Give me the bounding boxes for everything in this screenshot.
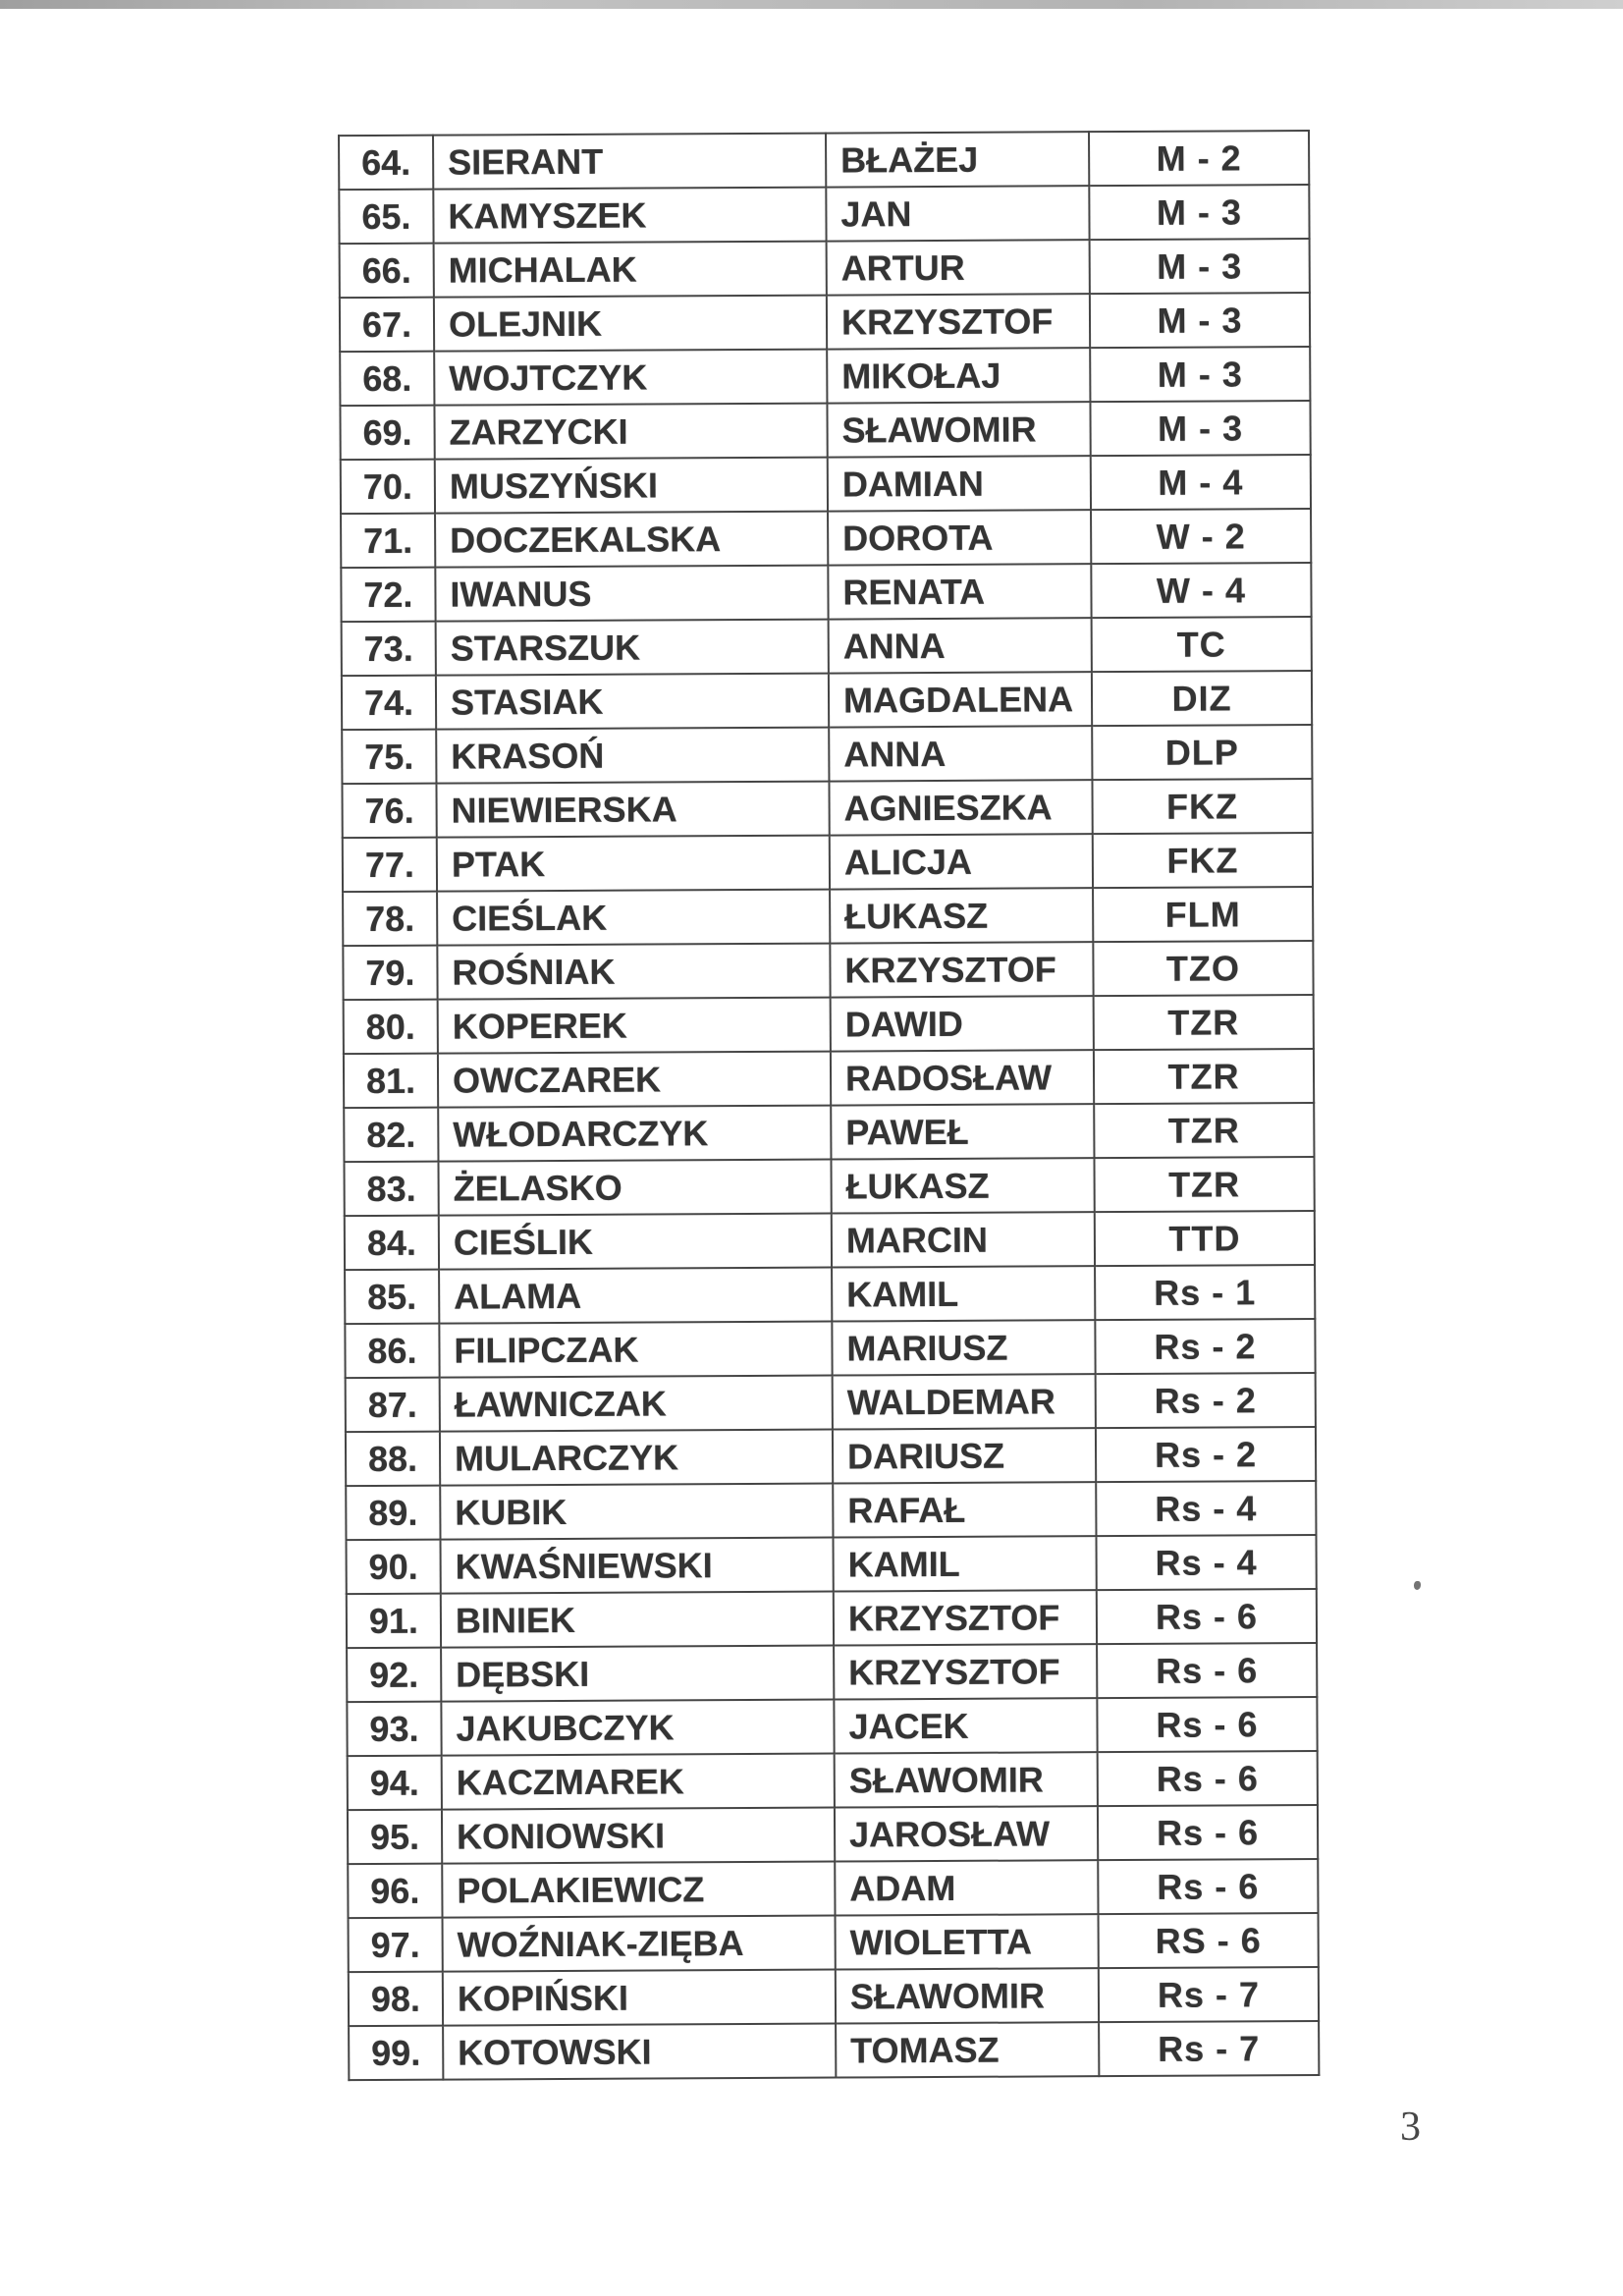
code-cell: Rs - 7 <box>1099 1967 1319 2022</box>
surname-cell: MICHALAK <box>434 242 827 298</box>
surname-cell: KAMYSZEK <box>433 188 826 244</box>
surname-cell: JAKUBCZYK <box>441 1700 834 1756</box>
surname-cell: KONIOWSKI <box>442 1808 835 1864</box>
surname-cell: CIEŚLIK <box>439 1214 832 1270</box>
code-cell: DIZ <box>1092 671 1312 726</box>
first-name-cell: WIOLETTA <box>836 1914 1099 1969</box>
row-number-cell: 98. <box>349 1972 443 2027</box>
row-number-cell: 82. <box>344 1108 438 1163</box>
row-number-cell: 65. <box>339 190 433 245</box>
first-name-cell: DARIUSZ <box>833 1428 1096 1483</box>
surname-cell: CIEŚLAK <box>437 890 830 946</box>
code-cell: RS - 6 <box>1099 1913 1319 1968</box>
surname-cell: KWAŚNIEWSKI <box>441 1538 834 1594</box>
row-number-cell: 72. <box>341 568 435 623</box>
code-cell: FKZ <box>1093 833 1313 888</box>
surname-cell: WŁODARCZYK <box>438 1106 831 1162</box>
first-name-cell: ŁUKASZ <box>831 1158 1094 1213</box>
row-number-cell: 64. <box>339 136 433 191</box>
row-number-cell: 78. <box>343 892 437 947</box>
table-row <box>339 185 1309 244</box>
code-cell: M - 3 <box>1090 293 1310 348</box>
first-name-cell: ALICJA <box>830 834 1093 889</box>
scan-artifact-dot <box>1414 1581 1421 1590</box>
table-row <box>339 131 1309 190</box>
table-row <box>348 1751 1318 1810</box>
row-number-cell: 79. <box>343 946 437 1001</box>
first-name-cell: KRZYSZTOF <box>834 1644 1097 1699</box>
table-row <box>342 671 1312 730</box>
first-name-cell: SŁAWOMIR <box>827 402 1090 457</box>
code-cell: Rs - 6 <box>1097 1589 1317 1644</box>
table-row <box>340 401 1310 460</box>
table-row <box>349 2021 1319 2080</box>
table-row <box>341 509 1311 568</box>
code-cell: Rs - 4 <box>1096 1481 1316 1536</box>
first-name-cell: MIKOŁAJ <box>827 348 1090 403</box>
table-row <box>347 1697 1317 1756</box>
row-number-cell: 92. <box>347 1648 441 1703</box>
row-number-cell: 85. <box>345 1270 439 1325</box>
surname-cell: BINIEK <box>441 1592 834 1648</box>
table-row <box>343 887 1313 946</box>
code-cell: Rs - 4 <box>1096 1535 1316 1590</box>
row-number-cell: 95. <box>348 1810 442 1865</box>
code-cell: TZR <box>1094 1157 1314 1212</box>
first-name-cell: KAMIL <box>833 1536 1096 1591</box>
code-cell: FLM <box>1093 887 1313 942</box>
row-number-cell: 89. <box>346 1486 440 1541</box>
row-number-cell: 75. <box>342 730 436 785</box>
row-number-cell: 67. <box>340 298 434 353</box>
first-name-cell: KRZYSZTOF <box>830 942 1093 997</box>
first-name-cell: WALDEMAR <box>833 1374 1096 1429</box>
row-number-cell: 66. <box>340 244 434 299</box>
code-cell: M - 3 <box>1090 401 1310 456</box>
row-number-cell: 83. <box>344 1162 438 1217</box>
table-row <box>345 1211 1315 1270</box>
code-cell: Rs - 6 <box>1097 1697 1317 1752</box>
table-row <box>349 1913 1319 1972</box>
first-name-cell: MARCIN <box>832 1212 1095 1267</box>
surname-cell: STARSZUK <box>436 620 829 676</box>
code-cell: Rs - 7 <box>1099 2021 1319 2076</box>
surname-cell: WOJTCZYK <box>434 350 827 406</box>
first-name-cell: DAWID <box>831 996 1094 1051</box>
surname-cell: ROŚNIAK <box>437 944 830 1000</box>
table-row <box>343 833 1313 892</box>
row-number-cell: 84. <box>345 1216 439 1271</box>
surname-cell: WOŹNIAK-ZIĘBA <box>443 1916 836 1972</box>
surname-cell: IWANUS <box>435 566 828 622</box>
surname-cell: OWCZAREK <box>438 1052 831 1108</box>
surname-cell: MULARCZYK <box>440 1430 833 1486</box>
row-number-cell: 99. <box>349 2026 443 2081</box>
row-number-cell: 81. <box>344 1054 438 1109</box>
first-name-cell: KRZYSZTOF <box>834 1590 1097 1645</box>
table-row <box>344 1103 1314 1162</box>
table-row <box>342 725 1312 784</box>
row-number-cell: 73. <box>342 622 436 677</box>
surname-cell: SIERANT <box>433 134 826 190</box>
scan-edge-artifact <box>0 0 1623 9</box>
first-name-cell: KRZYSZTOF <box>827 294 1090 349</box>
first-name-cell: TOMASZ <box>836 2022 1099 2077</box>
code-cell: TC <box>1092 617 1312 672</box>
table-row <box>349 1967 1319 2026</box>
table-row <box>347 1589 1317 1648</box>
code-cell: Rs - 6 <box>1098 1859 1318 1914</box>
row-number-cell: 68. <box>340 352 434 407</box>
code-cell: TTD <box>1095 1211 1315 1266</box>
row-number-cell: 77. <box>343 838 437 893</box>
surname-cell: POLAKIEWICZ <box>442 1862 835 1918</box>
first-name-cell: JACEK <box>834 1698 1097 1753</box>
first-name-cell: SŁAWOMIR <box>835 1752 1098 1807</box>
surname-cell: OLEJNIK <box>434 296 827 352</box>
table-row <box>346 1481 1316 1540</box>
first-name-cell: DAMIAN <box>828 456 1091 511</box>
row-number-cell: 97. <box>349 1918 443 1973</box>
surname-cell: FILIPCZAK <box>439 1322 832 1378</box>
code-cell: Rs - 2 <box>1095 1319 1315 1374</box>
row-number-cell: 96. <box>348 1864 442 1919</box>
surname-cell: ŻELASKO <box>438 1160 831 1216</box>
first-name-cell: BŁAŻEJ <box>826 132 1089 187</box>
surname-cell: DOCZEKALSKA <box>435 512 828 568</box>
code-cell: DLP <box>1092 725 1312 780</box>
row-number-cell: 93. <box>347 1702 441 1757</box>
code-cell: M - 3 <box>1090 239 1310 294</box>
first-name-cell: RADOSŁAW <box>831 1050 1094 1105</box>
table-row <box>345 1319 1315 1378</box>
personnel-roster-table <box>338 130 1320 2081</box>
code-cell: TZO <box>1093 941 1313 996</box>
first-name-cell: ŁUKASZ <box>830 888 1093 943</box>
surname-cell: KRASOŃ <box>436 728 829 784</box>
row-number-cell: 91. <box>347 1594 441 1649</box>
first-name-cell: RENATA <box>828 564 1091 619</box>
code-cell: TZR <box>1094 1103 1314 1158</box>
row-number-cell: 69. <box>340 406 434 461</box>
first-name-cell: AGNIESZKA <box>829 780 1092 835</box>
first-name-cell: PAWEŁ <box>831 1104 1094 1159</box>
first-name-cell: KAMIL <box>832 1266 1095 1321</box>
first-name-cell: JAROSŁAW <box>835 1806 1098 1861</box>
first-name-cell: ADAM <box>835 1860 1098 1915</box>
code-cell: Rs - 6 <box>1097 1643 1317 1698</box>
surname-cell: KOPIŃSKI <box>443 1970 836 2026</box>
table-row <box>346 1373 1316 1432</box>
table-row <box>340 293 1310 352</box>
table-row <box>347 1643 1317 1702</box>
code-cell: Rs - 6 <box>1098 1805 1318 1860</box>
row-number-cell: 86. <box>345 1324 439 1379</box>
code-cell: Rs - 2 <box>1096 1427 1316 1482</box>
code-cell: W - 4 <box>1091 563 1311 618</box>
surname-cell: ALAMA <box>439 1268 832 1324</box>
code-cell: M - 2 <box>1089 131 1309 186</box>
table-row <box>342 617 1312 676</box>
code-cell: Rs - 2 <box>1096 1373 1316 1428</box>
first-name-cell: ARTUR <box>827 240 1090 295</box>
row-number-cell: 94. <box>348 1756 442 1811</box>
code-cell: Rs - 1 <box>1095 1265 1315 1320</box>
code-cell: M - 4 <box>1091 455 1311 510</box>
first-name-cell: ANNA <box>829 618 1092 673</box>
row-number-cell: 76. <box>342 784 436 839</box>
first-name-cell: MAGDALENA <box>829 672 1092 727</box>
roster-body <box>339 131 1319 2080</box>
table-row <box>341 563 1311 622</box>
first-name-cell: DOROTA <box>828 510 1091 565</box>
surname-cell: NIEWIERSKA <box>436 782 829 838</box>
table-row <box>347 1535 1317 1594</box>
row-number-cell: 80. <box>344 1000 438 1055</box>
table-row <box>340 239 1310 298</box>
first-name-cell: ANNA <box>829 726 1092 781</box>
code-cell: Rs - 6 <box>1098 1751 1318 1806</box>
table-row <box>348 1859 1318 1918</box>
table-row <box>341 455 1311 514</box>
surname-cell: KOTOWSKI <box>443 2024 836 2080</box>
first-name-cell: JAN <box>826 186 1089 241</box>
row-number-cell: 74. <box>342 676 436 731</box>
table-row <box>348 1805 1318 1864</box>
table-row <box>343 941 1313 1000</box>
code-cell: M - 3 <box>1090 347 1310 402</box>
first-name-cell: RAFAŁ <box>833 1482 1096 1537</box>
code-cell: TZR <box>1094 995 1314 1050</box>
surname-cell: MUSZYŃSKI <box>435 458 828 514</box>
surname-cell: KOPEREK <box>438 998 831 1054</box>
row-number-cell: 71. <box>341 514 435 569</box>
table-row <box>346 1427 1316 1486</box>
table-row <box>345 1265 1315 1324</box>
code-cell: TZR <box>1094 1049 1314 1104</box>
code-cell: W - 2 <box>1091 509 1311 564</box>
surname-cell: KACZMAREK <box>442 1754 835 1810</box>
table-row <box>344 1157 1314 1216</box>
table-row <box>344 995 1314 1054</box>
first-name-cell: SŁAWOMIR <box>836 1968 1099 2023</box>
code-cell: M - 3 <box>1089 185 1309 240</box>
surname-cell: DĘBSKI <box>441 1646 834 1702</box>
row-number-cell: 88. <box>346 1432 440 1487</box>
table-row <box>344 1049 1314 1108</box>
row-number-cell: 90. <box>347 1540 441 1595</box>
surname-cell: ZARZYCKI <box>434 404 827 460</box>
first-name-cell: MARIUSZ <box>832 1320 1095 1375</box>
code-cell: FKZ <box>1092 779 1312 834</box>
surname-cell: ŁAWNICZAK <box>440 1376 833 1432</box>
table-row <box>340 347 1310 406</box>
surname-cell: KUBIK <box>440 1484 833 1540</box>
row-number-cell: 87. <box>346 1378 440 1433</box>
surname-cell: PTAK <box>437 836 830 892</box>
surname-cell: STASIAK <box>436 674 829 730</box>
table-row <box>342 779 1312 838</box>
row-number-cell: 70. <box>341 460 435 515</box>
page-number: 3 <box>1400 2105 1421 2150</box>
